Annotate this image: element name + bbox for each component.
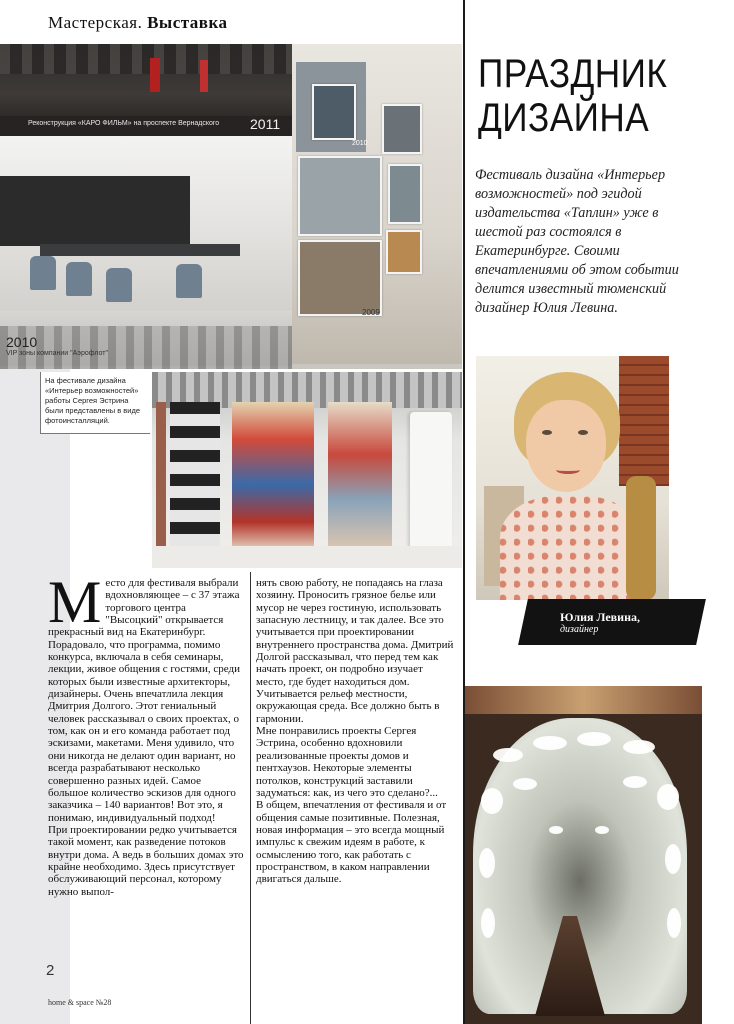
title-line-1: ПРАЗДНИК [478, 52, 668, 96]
article-column-1 [48, 569, 244, 898]
article-title [478, 52, 667, 140]
blouse [500, 496, 640, 600]
ceiling-band [0, 326, 292, 369]
red-accent [150, 58, 160, 92]
light-opening [481, 788, 503, 814]
light-opening [667, 908, 681, 938]
light-opening [623, 740, 655, 754]
face [526, 400, 606, 492]
magazine-issue: home & space №28 [48, 998, 112, 1007]
name-plate-text [560, 611, 690, 636]
light-opening [513, 778, 537, 790]
collage-year-left: 2010 [6, 334, 38, 350]
tunnel-installation-photo [465, 686, 702, 1024]
eye [542, 430, 552, 435]
ceiling-lights [0, 44, 292, 74]
frame [382, 104, 422, 154]
paragraph [48, 569, 244, 824]
section-label: Мастерская. [48, 13, 143, 32]
paragraph-text: есто для фестиваля выбрали вдохновляющее – с 37 этажа торгового центра "Высоцкий" открывается прекрасный вид на Екатеринбург. Порадовало, что программа, помимо конкурса, включала в себя семинары, лекции, живое общения с гостями, среди которых были известные архитекторы, дизайнеры. Очень впечатлила лекция Дмитрия Долгого. Этот гениальный человек рассказывал о своих проектах, о том, как он и его команда работает под эскизами, макетами. Меня удивило, что они никогда не делают один вариант, но всегда разрабатывают несколько совершенно разных идей. Самое большое количество эскизов для одного заказчика – 140 вариантов! Вот это, я понимаю, индивидуальный подход! [48, 577, 240, 824]
light-opening [479, 848, 495, 878]
article-column-2 [256, 577, 454, 886]
light-opening [481, 908, 495, 938]
page-number: 2 [46, 962, 55, 979]
frame [298, 240, 382, 316]
subsection-label: Выставка [147, 13, 228, 32]
designer-portrait-photo [476, 356, 669, 600]
collage-year-small: 2009 [362, 308, 380, 317]
frame [312, 84, 356, 140]
paragraph: В общем, впечатления от фестиваля и от общения самые позитивные. Полезная, новая информация – это всегда мощный импульс к свежим идеям в работе, к осмыслению того, как работать с пространством, в каком направлении двигаться дальше. [256, 799, 447, 886]
chair [106, 268, 132, 302]
frame [388, 164, 422, 224]
light-opening [577, 732, 611, 746]
chair [176, 264, 202, 298]
white-column [410, 412, 452, 552]
floor [152, 546, 462, 568]
interior-collage-photo [0, 44, 462, 369]
collage-year-small-top: 2010 [352, 140, 368, 147]
title-line-2: ДИЗАЙНА [478, 96, 650, 140]
expo-caption: На фестивале дизайна «Интерьер возможностей» работы Сергея Эстрина были представлены в виде фотоинсталляций. [40, 372, 150, 434]
bag-strap [626, 476, 656, 600]
exhibition-photo [152, 372, 462, 568]
column-divider [250, 572, 251, 1024]
light-opening [595, 826, 609, 834]
paragraph: При проектировании редко учитывается такой момент, как разведение потоков внутри дома. А ведь в больших домах это крайне необходимо. Здесь присутствует обслуживающий персонал, которому нужно выпол- [48, 823, 244, 898]
light-opening [493, 748, 523, 762]
collage-caption-left: VIP зоны компании "Аэрофлот" [6, 350, 108, 357]
frame [386, 230, 422, 274]
chair [66, 262, 92, 296]
paragraph: нять свою работу, не попадаясь на глаза хозяину. Проносить грязное белье или мусор не через гостиную, использовать запасную лестницу, и так далее. Все это учитывается при проектировании внутреннего пространства дома. Дмитрий Долгой рассказывал, что перед тем как начать проект, он подробно изучает место, где будет находиться дом. Учитывается рельеф местности, окружающая среда. Все должно быть в гармонии. [256, 577, 454, 725]
brick-wall [619, 356, 669, 486]
chair [30, 256, 56, 290]
designer-role: дизайнер [560, 624, 599, 635]
photo-banner [232, 402, 314, 552]
light-opening [549, 826, 563, 834]
light-opening [623, 776, 647, 788]
frame [298, 156, 382, 236]
wooden-ceiling [465, 686, 702, 714]
light-opening [533, 736, 567, 750]
article-lead: Фестиваль дизайна «Интерьер возможностей» под эгидой издательства «Таплин» уже в шестой раз состоялся в Екатеринбурге. Своими впечатлениями об этом событии делится известный тюменский дизайнер Юлия Левина. [475, 167, 679, 316]
section-header [48, 13, 228, 33]
light-opening [657, 784, 679, 810]
drop-cap: М [48, 569, 102, 635]
dark-wall [0, 176, 190, 246]
photo-banner [156, 402, 166, 552]
photo-banner [328, 402, 392, 552]
table [40, 244, 240, 256]
collage-year-top: 2011 [250, 116, 281, 132]
collage-caption-top: Реконструкция «КАРО ФИЛЬМ» на проспекте Вернадского [28, 120, 220, 127]
photo-banner [170, 402, 220, 552]
paragraph: Мне понравились проекты Сергея Эстрина, особенно вдохновили реализованные проекты домов и пентхаузов. Некоторые элементы потолков, конструкций заставили задуматься: как, из чего это сделано?... [256, 725, 438, 799]
red-accent [200, 60, 208, 92]
eye [578, 430, 588, 435]
designer-name: Юлия Левина, [560, 610, 640, 624]
smile [556, 466, 580, 474]
light-opening [665, 844, 681, 874]
